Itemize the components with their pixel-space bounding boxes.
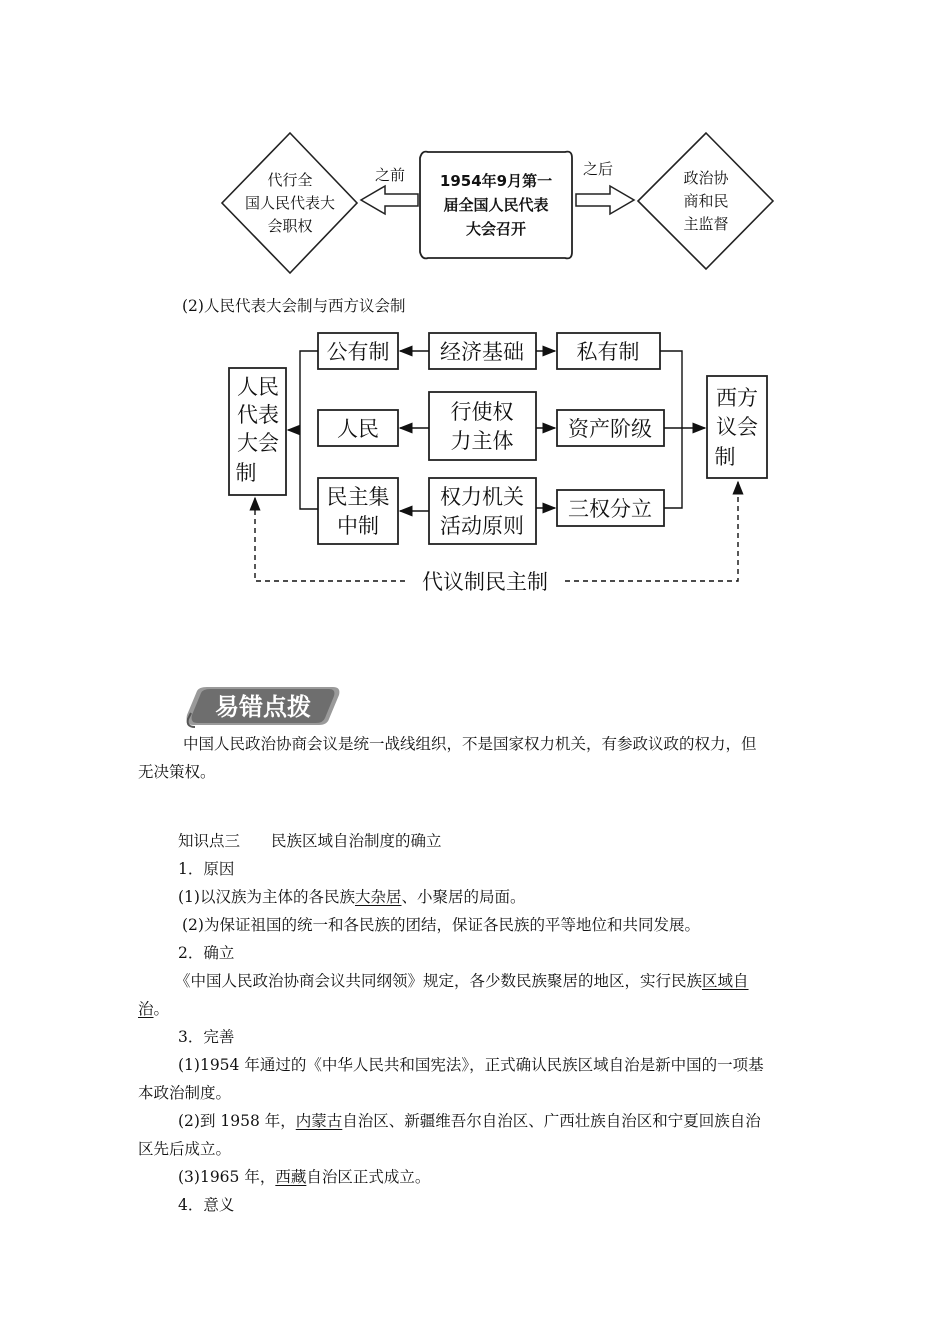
tip-text-line2: 无决策权。 xyxy=(138,763,216,781)
row1-left: 公有制 xyxy=(326,340,390,364)
label-after: 之后 xyxy=(582,160,614,178)
right-system-line: 西方 xyxy=(716,386,758,410)
hollow-arrow-right xyxy=(576,186,634,214)
right-system-line: 制 xyxy=(714,445,736,469)
row2-center: 行使权 xyxy=(450,400,514,424)
center-box-line: 大会召开 xyxy=(465,220,527,238)
row3-right: 三权分立 xyxy=(568,497,652,521)
kp3-para-5-cont: 区先后成立。 xyxy=(138,1140,232,1158)
row1-right: 私有制 xyxy=(576,340,640,364)
kp3-para-4: (1)1954 年通过的《中华人民共和国宪法》，正式确认民族区域自治是新中国的一项基 xyxy=(178,1056,764,1074)
row2-left: 人民 xyxy=(337,417,379,441)
section2-title: (2)人民代表大会制与西方议会制 xyxy=(182,297,406,315)
kp3-para-1 xyxy=(178,883,858,911)
left-system-line: 制 xyxy=(235,461,257,485)
kp3-heading-2: 2．确立 xyxy=(178,944,235,962)
kp3-title: 知识点三 民族区域自治制度的确立 xyxy=(178,832,442,850)
hollow-arrow-left xyxy=(361,186,418,214)
center-box-line: 1954年9月第一 xyxy=(439,172,553,190)
left-diamond-line: 会职权 xyxy=(267,217,313,235)
kp3-heading-1: 1．原因 xyxy=(178,860,235,878)
kp3-para-5-underline: 内蒙古 xyxy=(295,1112,343,1130)
left-system-line: 代表 xyxy=(237,403,279,427)
row1-center: 经济基础 xyxy=(440,340,524,364)
kp3-para-1-a: (1)以汉族为主体的各民族 xyxy=(178,888,355,906)
left-diamond-line: 代行全 xyxy=(267,171,313,189)
kp3-para-6-b: 自治区正式成立。 xyxy=(306,1168,431,1186)
kp3-para-5-a: (2)到 1958 年， xyxy=(178,1112,296,1130)
center-box-line: 届全国人民代表 xyxy=(443,196,549,214)
tip-text-line1: 中国人民政治协商会议是统一战线组织，不是国家权力机关，有参政议政的权力，但 xyxy=(183,735,757,753)
kp3-heading-4: 4．意义 xyxy=(178,1196,235,1214)
row2-center: 力主体 xyxy=(450,429,514,453)
kp3-para-2: (2)为保证祖国的统一和各民族的团结，保证各民族的平等地位和共同发展。 xyxy=(182,916,700,934)
row3-center: 权力机关 xyxy=(440,485,524,509)
kp3-para-3-a: 《中国人民政治协商会议共同纲领》规定，各少数民族聚居的地区，实行民族 xyxy=(175,972,703,990)
kp3-heading-3: 3．完善 xyxy=(178,1028,235,1046)
right-diamond-line: 主监督 xyxy=(683,215,729,233)
left-system-line: 人民 xyxy=(237,375,279,399)
left-system-line: 大会 xyxy=(237,431,279,455)
kp3-para-3-cont xyxy=(138,995,818,1023)
kp3-para-1-underline: 大杂居 xyxy=(354,888,402,906)
bottom-label: 代议制民主制 xyxy=(422,570,548,594)
row3-center: 活动原则 xyxy=(440,514,524,538)
row3-left: 中制 xyxy=(337,514,379,538)
kp3-para-3 xyxy=(175,967,825,995)
comparison-diagram xyxy=(0,320,950,600)
kp3-para-3-b: 。 xyxy=(153,1000,170,1018)
kp3-para-6 xyxy=(178,1163,858,1191)
label-before: 之前 xyxy=(374,166,406,184)
right-system-line: 议会 xyxy=(716,415,758,439)
kp3-para-3-underline: 区域自 xyxy=(702,972,749,990)
kp3-para-5-b: 自治区、新疆维吾尔自治区、广西壮族自治区和宁夏回族自治 xyxy=(342,1112,761,1130)
timeline-diagram xyxy=(0,0,950,290)
left-diamond-line: 国人民代表大 xyxy=(244,194,336,212)
kp3-para-3-underline-2: 治 xyxy=(138,1000,154,1018)
right-diamond-line: 政治协 xyxy=(683,169,729,187)
kp3-para-6-a: (3)1965 年， xyxy=(178,1168,276,1186)
kp3-para-5 xyxy=(178,1107,828,1135)
row3-left: 民主集 xyxy=(326,485,390,509)
tip-badge xyxy=(183,685,343,729)
kp3-para-4-cont: 本政治制度。 xyxy=(138,1084,232,1102)
row2-right: 资产阶级 xyxy=(568,417,652,441)
kp3-para-6-underline: 西藏 xyxy=(275,1168,307,1186)
right-diamond-line: 商和民 xyxy=(683,192,729,210)
kp3-para-1-b: 、小聚居的局面。 xyxy=(401,888,526,906)
tip-badge-text: 易错点拨 xyxy=(215,693,311,721)
